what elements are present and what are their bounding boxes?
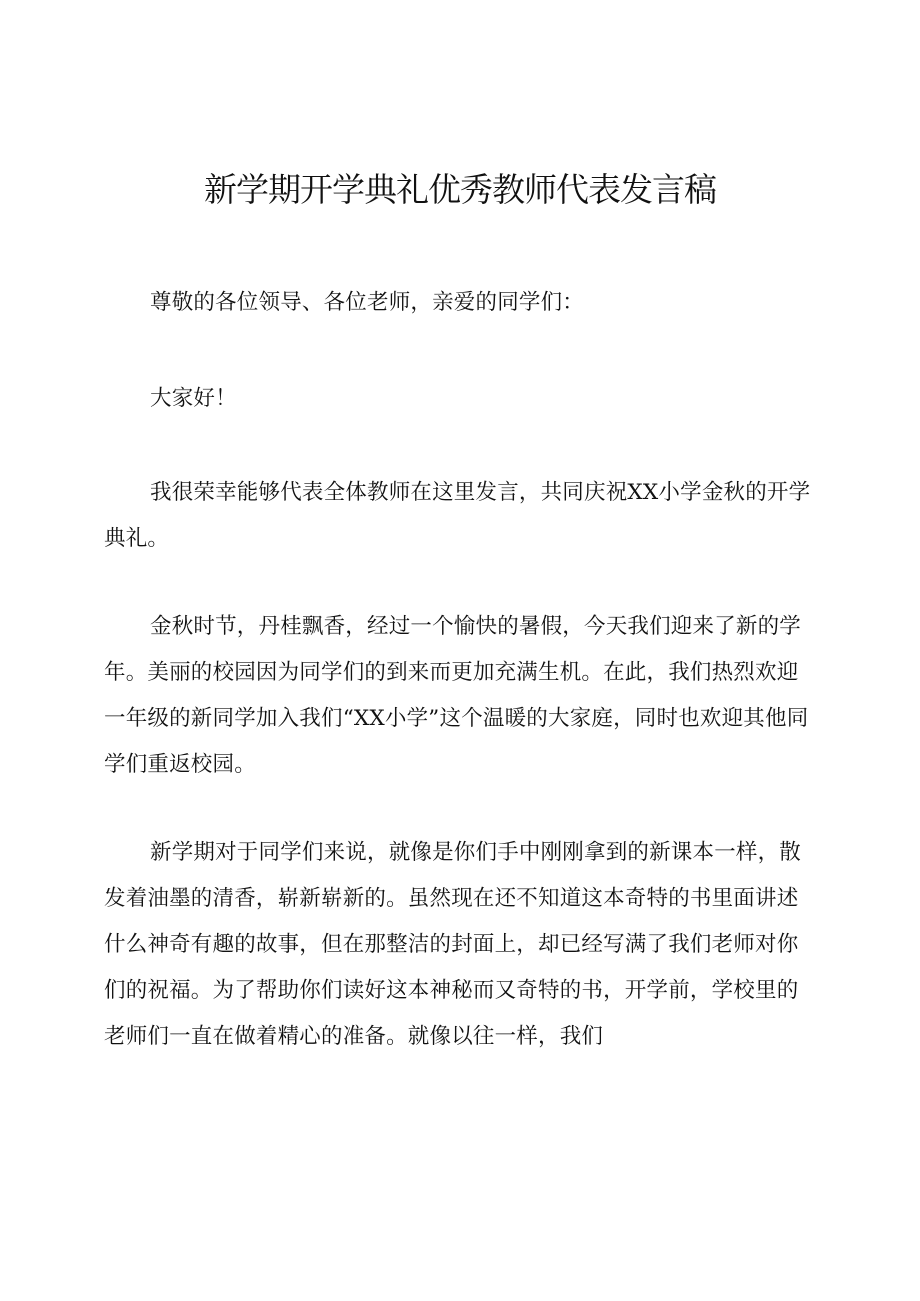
paragraph-salutation: 尊敬的各位领导、各位老师，亲爱的同学们：: [150, 290, 585, 315]
paragraph-new-semester: 新学期对于同学们来说，就像是你们手中刚刚拿到的新课本一样，散发着油墨的清香，崭新崭新的。虽然现在还不知道这本奇特的书里面讲述什么神奇有趣的故事，但在那整洁的封面上，却已经写满了我们老师对你们的祝福。为了帮助你们读好这本神秘而又奇特的书，开学前，学校里的老师们一直在做着精心的准备。就像以往一样，我们: [104, 840, 802, 1049]
paragraph-autumn: 金秋时节，丹桂飘香，经过一个愉快的暑假，今天我们迎来了新的学年。美丽的校园因为同学们的到来而更加充满生机。在此，我们热烈欢迎一年级的新同学加入我们“XX小学”这个温暖的大家庭，同时也欢迎其他同学们重返校园。: [104, 614, 809, 777]
paragraph-intro: 我很荣幸能够代表全体教师在这里发言，共同庆祝XX小学金秋的开学典礼。: [104, 480, 811, 551]
document-title: 新学期开学典礼优秀教师代表发言稿: [204, 170, 716, 209]
paragraph-greeting: 大家好！: [150, 386, 237, 411]
